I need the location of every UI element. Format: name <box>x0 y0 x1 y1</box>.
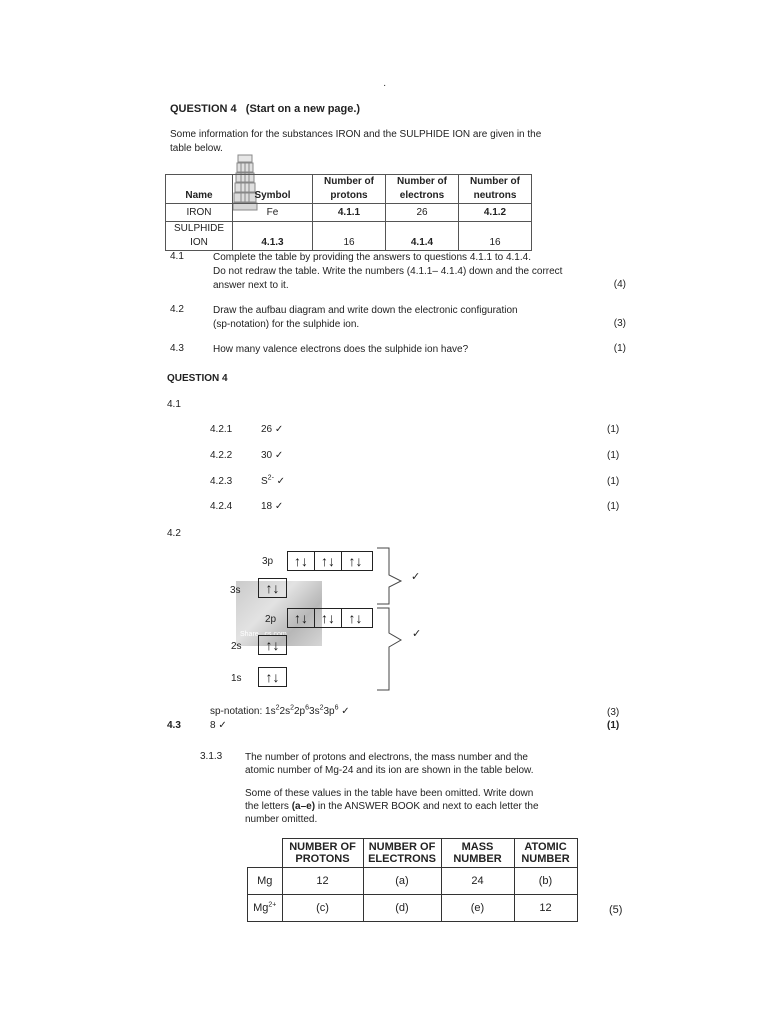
question-3-1-3-text: The number of protons and electrons, the mass number and the atomic number of Mg-24 and its ion are shown in the table below. <box>245 752 534 776</box>
level-label-3s: 3s <box>230 585 241 596</box>
header-atomic-number: ATOMIC NUMBER <box>514 839 577 868</box>
header-symbol: Symbol <box>233 175 313 204</box>
header-protons: NUMBER OF PROTONS <box>282 839 363 868</box>
electron-pair: ↑↓ <box>348 553 363 569</box>
table-header-row <box>248 839 578 868</box>
orbital-box-1s <box>258 667 287 687</box>
question-marks: (1) <box>613 343 626 354</box>
orbital-box-3p <box>287 551 373 571</box>
table-header-row <box>166 175 532 204</box>
table-cell: (a) <box>363 867 441 894</box>
electron-pair: ↑↓ <box>288 552 315 570</box>
header-electrons: Number of electrons <box>386 175 459 204</box>
empty-corner-cell <box>248 839 283 868</box>
intro-line-1: Some information for the substances IRON and the SULPHIDE ION are given in the <box>170 129 542 140</box>
electron-pair: ↑↓ <box>265 637 280 653</box>
memo-4-3-label: 4.3 <box>167 720 181 731</box>
table-row <box>248 867 578 894</box>
row-label: $Mg^{2+}$ <box>248 894 283 921</box>
question-number: 4.3 <box>170 343 184 354</box>
question-3-1-3-number: 3.1.3 <box>200 751 223 762</box>
header-mass-number: MASS NUMBER <box>441 839 514 868</box>
question-text: Draw the aufbau diagram and write down the electronic configuration (sp-notation) for the sulphide ion. <box>213 305 518 330</box>
table-cell: (e) <box>441 894 514 921</box>
question-number: 4.1 <box>170 251 184 262</box>
answer-marks: (1) <box>607 501 620 512</box>
memo-4-1-label: 4.1 <box>167 399 181 410</box>
level-label-2p: 2p <box>265 614 277 625</box>
table-cell: 24 <box>441 867 514 894</box>
answer-number: 4.2.3 <box>210 476 233 487</box>
electron-pair: ↑↓ <box>288 609 315 627</box>
table-cell: (c) <box>282 894 363 921</box>
electron-pair: ↑↓ <box>265 580 280 596</box>
grouping-braces <box>375 545 405 695</box>
answer-marks: (1) <box>607 424 620 435</box>
electron-pair: ↑↓ <box>315 552 342 570</box>
header-name: Name <box>166 175 233 204</box>
answer-value: 30 ✓ <box>261 450 284 461</box>
level-label-3p: 3p <box>262 556 274 567</box>
row-label: Mg <box>248 867 283 894</box>
cell-name: SULPHIDE ION <box>166 222 233 251</box>
question-3-1-3-marks: (5) <box>609 904 623 916</box>
question-3-1-3-instructions: Some of these values in the table have been omitted. Write down the letters (a–e) in the ANSWER BOOK and next to each letter the number omitted. <box>245 788 539 825</box>
orbital-box-2s <box>258 635 287 655</box>
table-cell: (b) <box>514 867 577 894</box>
tick-mark: ✓ <box>411 571 421 583</box>
electron-pair: ↑↓ <box>265 669 280 685</box>
memo-4-3-marks: (1) <box>607 720 620 731</box>
header-electrons: NUMBER OF ELECTRONS <box>363 839 441 868</box>
table-row <box>166 204 532 222</box>
top-dot: · <box>383 80 387 91</box>
cell-symbol: 4.1.3 <box>233 222 313 251</box>
answer-marks: (1) <box>607 450 620 461</box>
intro-line-2: table below. <box>170 143 223 154</box>
cell-symbol: Fe <box>233 204 313 222</box>
table-cell: 12 <box>282 867 363 894</box>
answer-number: 4.2.4 <box>210 501 233 512</box>
orbital-box-2p <box>287 608 373 628</box>
answer-marks: (1) <box>607 476 620 487</box>
level-label-1s: 1s <box>231 673 242 684</box>
level-label-2s: 2s <box>231 641 242 652</box>
cell-protons: 16 <box>313 222 386 251</box>
answer-value: 18 ✓ <box>261 501 284 512</box>
table-cell: 12 <box>514 894 577 921</box>
memo-4-3-value: 8 ✓ <box>210 720 227 731</box>
question-text: Complete the table by providing the answers to questions 4.1.1 to 4.1.4. Do not redraw the table. Write the numbers (4.1.1– 4.1.4) down and the correct answer next to it. <box>213 252 563 291</box>
sp-notation-marks: (3) <box>607 707 620 718</box>
table-cell: (d) <box>363 894 441 921</box>
cell-electrons: 4.1.4 <box>386 222 459 251</box>
cell-neutrons: 4.1.2 <box>459 204 532 222</box>
memo-4-2-label: 4.2 <box>167 528 181 539</box>
magnesium-table <box>247 838 578 922</box>
answer-value: $S^{2-}$ ✓ <box>261 474 286 487</box>
electron-pair: ↑↓ <box>315 609 342 627</box>
header-neutrons: Number of neutrons <box>459 175 532 204</box>
substance-table <box>165 174 532 251</box>
question-number: 4.2 <box>170 304 184 315</box>
answer-value: 26 ✓ <box>261 424 284 435</box>
question-heading: QUESTION 4 (Start on a new page.) <box>170 103 361 115</box>
tick-mark: ✓ <box>412 628 422 640</box>
question-text: How many valence electrons does the sulphide ion have? <box>213 344 469 355</box>
memo-heading: QUESTION 4 <box>167 373 228 384</box>
answer-number: 4.2.2 <box>210 450 233 461</box>
header-protons: Number of protons <box>313 175 386 204</box>
table-row <box>248 894 578 921</box>
electron-pair: ↑↓ <box>348 610 363 626</box>
orbital-box-3s <box>258 578 287 598</box>
cell-protons: 4.1.1 <box>313 204 386 222</box>
sp-notation: sp-notation: $1s^22s^22p^63s^23p^6$ ✓ <box>210 704 350 717</box>
answer-number: 4.2.1 <box>210 424 233 435</box>
question-marks: (3) <box>613 318 626 329</box>
table-row <box>166 222 532 251</box>
watermark-text: Share...cs.com <box>240 631 287 638</box>
cell-electrons: 26 <box>386 204 459 222</box>
question-marks: (4) <box>613 279 626 290</box>
cell-neutrons: 16 <box>459 222 532 251</box>
cell-name: IRON <box>166 204 233 222</box>
